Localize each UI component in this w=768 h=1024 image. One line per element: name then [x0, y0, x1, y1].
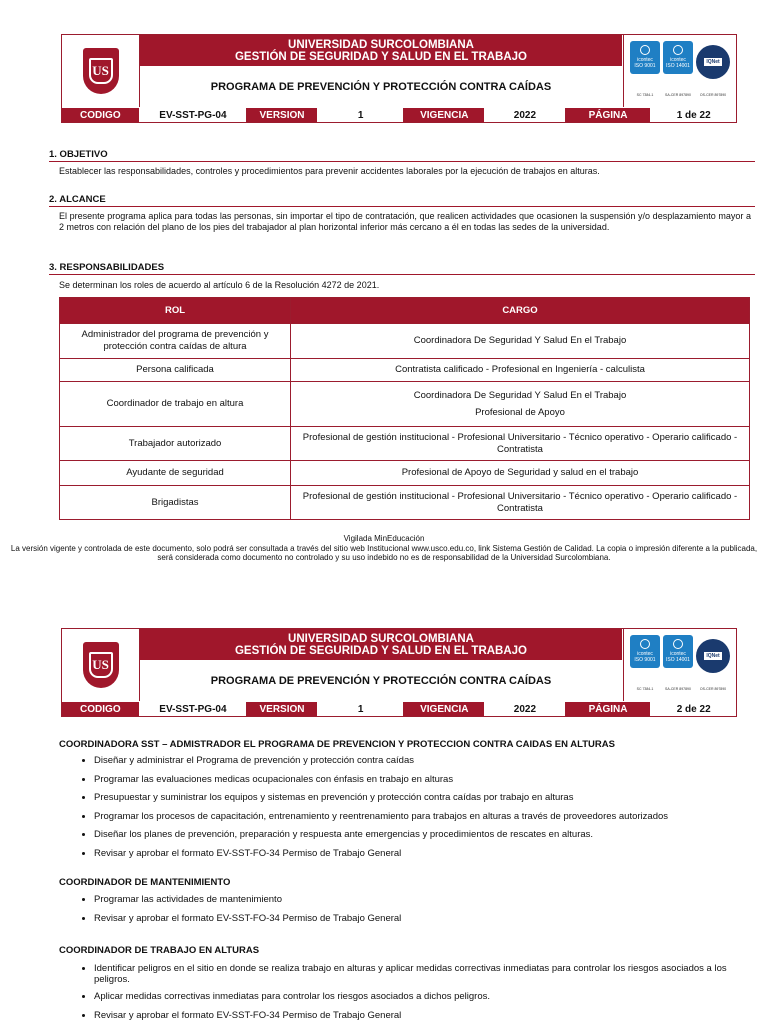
list-item: • Diseñar los planes de prevención, preparación y respuesta ante emergencias y procedimientos de rescates en alturas. [94, 829, 754, 840]
rol-cell: Administrador del programa de prevención y protección contra caídas de altura [60, 324, 291, 359]
rol-cell: Persona calificada [60, 359, 291, 382]
footer-vigilada: Vigilada MinEducación [343, 534, 425, 543]
list-item: • Revisar y aprobar el formato EV-SST-FO-34 Permiso de Trabajo General [94, 913, 754, 924]
list-item: • Presupuestar y suministrar los equipos y sistemas en prevención y protección contra caídas por trabajo en alturas [94, 792, 754, 803]
page-footer [0, 534, 768, 563]
document-code-row: CODIGO EV-SST-PG-04 VERSION 1 VIGENCIA 2022 PÁGINA 1 de 22 [62, 108, 736, 122]
document-code-row: CODIGO EV-SST-PG-04 VERSION 1 VIGENCIA 2022 PÁGINA 2 de 22 [62, 702, 736, 716]
section-objetivo-text: Establecer las responsabilidades, controles y procedimientos para prevenir accidentes laborales por la ejecución de trabajos en alturas. [59, 166, 600, 176]
list-item: • Diseñar y administrar el Programa de prevención y protección contra caídas [94, 755, 754, 766]
rol-cell: Trabajador autorizado [60, 427, 291, 461]
certifications: icontec ISO 9001 icontec ISO 14001 IQNet SC 7384-1 SA-CER 897890 OS-CER 897890 [623, 629, 737, 701]
iqnet-icon: IQNet [696, 639, 730, 673]
coordinadora-sst-title: COORDINADORA SST – ADMISTRADOR EL PROGRAMA DE PREVENCION Y PROTECCION CONTRA CAIDAS EN ALTURAS [59, 739, 615, 750]
shield-icon: US [83, 642, 119, 688]
document-page-2 [0, 595, 768, 1024]
rol-cell: Ayudante de seguridad [60, 461, 291, 486]
iqnet-icon: IQNet [696, 45, 730, 79]
roles-table [59, 297, 750, 520]
rol-cell: Coordinador de trabajo en altura [60, 382, 291, 427]
cargo-cell: Profesional de gestión institucional - Profesional Universitario - Técnico operativo - Operario calificado - Contratista [291, 486, 750, 520]
coordinador-alturas-title: COORDINADOR DE TRABAJO EN ALTURAS [59, 945, 260, 956]
university-logo [62, 629, 140, 701]
icontec-iso9001-icon: icontec ISO 9001 [630, 41, 660, 74]
table-row [60, 382, 750, 427]
footer-disclaimer: La versión vigente y controlada de este documento, solo podrá ser consultada a través del sitio web Institucional www.usco.edu.co, link Sistema Gestión de Calidad. La copia o impresión diferente a la publicada, será considerada como documento no controlado y su uso indebido no es de responsabilidad de la Universidad Surcolombiana. [10, 543, 758, 562]
icontec-iso14001-icon: icontec ISO 14001 [663, 635, 693, 668]
section-responsabilidades-title: 3. RESPONSABILIDADES [49, 262, 755, 275]
university-logo [62, 35, 140, 107]
certifications: icontec ISO 9001 icontec ISO 14001 IQNet SC 7384-1 SA-CER 897890 OS-CER 897890 [623, 35, 737, 107]
section-alcance-text: El presente programa aplica para todas las personas, sin importar el tipo de contratación, que realicen actividades que ocasionen la suspensión y/o desplazamiento mayor a 2 metros con relación del plano de los pies del trabajador al plan horizontal inferior más cercano a él en todas las sedes de la universidad. [59, 211, 751, 232]
icontec-iso14001-icon: icontec ISO 14001 [663, 41, 693, 74]
table-row [60, 359, 750, 382]
shield-icon: US [83, 48, 119, 94]
section-responsabilidades-text: Se determinan los roles de acuerdo al artículo 6 de la Resolución 4272 de 2021. [59, 280, 380, 290]
cargo-cell: Coordinadora De Seguridad Y Salud En el Trabajo Profesional de Apoyo [291, 382, 750, 427]
list-item: • Revisar y aprobar el formato EV-SST-FO-34 Permiso de Trabajo General [94, 1010, 754, 1021]
cargo-cell: Profesional de gestión institucional - Profesional Universitario - Técnico operativo - Operario calificado - Contratista [291, 427, 750, 461]
list-item: • Programar las evaluaciones medicas ocupacionales con énfasis en trabajo en alturas [94, 774, 754, 785]
table-row [60, 324, 750, 359]
section-objetivo-title: 1. OBJETIVO [49, 149, 755, 162]
list-item: • Programar los procesos de capacitación, entrenamiento y reentrenamiento para trabajos en alturas a través de proveedores autorizados [94, 811, 754, 822]
rol-cell: Brigadistas [60, 486, 291, 520]
coordinador-alturas-list [74, 963, 754, 1024]
document-header [61, 628, 737, 717]
program-title: PROGRAMA DE PREVENCIÓN Y PROTECCIÓN CONTRA CAÍDAS [210, 674, 552, 687]
list-item: • Identificar peligros en el sitio en donde se realiza trabajo en alturas y aplicar medidas correctivas inmediatas para controlar los riesgos asociados a los peligros. [94, 963, 754, 985]
table-row [60, 427, 750, 461]
list-item: • Aplicar medidas correctivas inmediatas para controlar los riesgos asociados a dichos peligros. [94, 991, 754, 1002]
office-name: GESTIÓN DE SEGURIDAD Y SALUD EN EL TRABAJO [234, 51, 527, 63]
coordinador-mantenimiento-title: COORDINADOR DE MANTENIMIENTO [59, 877, 231, 888]
coordinador-mantenimiento-list [74, 894, 754, 931]
header-band [140, 35, 622, 66]
section-alcance-title: 2. ALCANCE [49, 194, 755, 207]
cargo-cell: Coordinadora De Seguridad Y Salud En el Trabajo [291, 324, 750, 359]
document-header [61, 34, 737, 123]
office-name: GESTIÓN DE SEGURIDAD Y SALUD EN EL TRABAJO [234, 645, 527, 657]
icontec-iso9001-icon: icontec ISO 9001 [630, 635, 660, 668]
column-header-rol: ROL [60, 298, 291, 324]
table-row [60, 486, 750, 520]
university-name: UNIVERSIDAD SURCOLOMBIANA [288, 633, 474, 645]
coordinadora-sst-list [74, 755, 754, 866]
column-header-cargo: CARGO [291, 298, 750, 324]
university-name: UNIVERSIDAD SURCOLOMBIANA [288, 39, 474, 51]
cargo-cell: Contratista calificado - Profesional en Ingeniería - calculista [291, 359, 750, 382]
list-item: • Revisar y aprobar el formato EV-SST-FO-34 Permiso de Trabajo General [94, 848, 754, 859]
table-header-row [60, 298, 750, 324]
cargo-cell: Profesional de Apoyo de Seguridad y salud en el trabajo [291, 461, 750, 486]
program-title: PROGRAMA DE PREVENCIÓN Y PROTECCIÓN CONTRA CAÍDAS [210, 80, 552, 93]
table-row [60, 461, 750, 486]
header-band [140, 629, 622, 660]
list-item: • Programar las actividades de mantenimiento [94, 894, 754, 905]
